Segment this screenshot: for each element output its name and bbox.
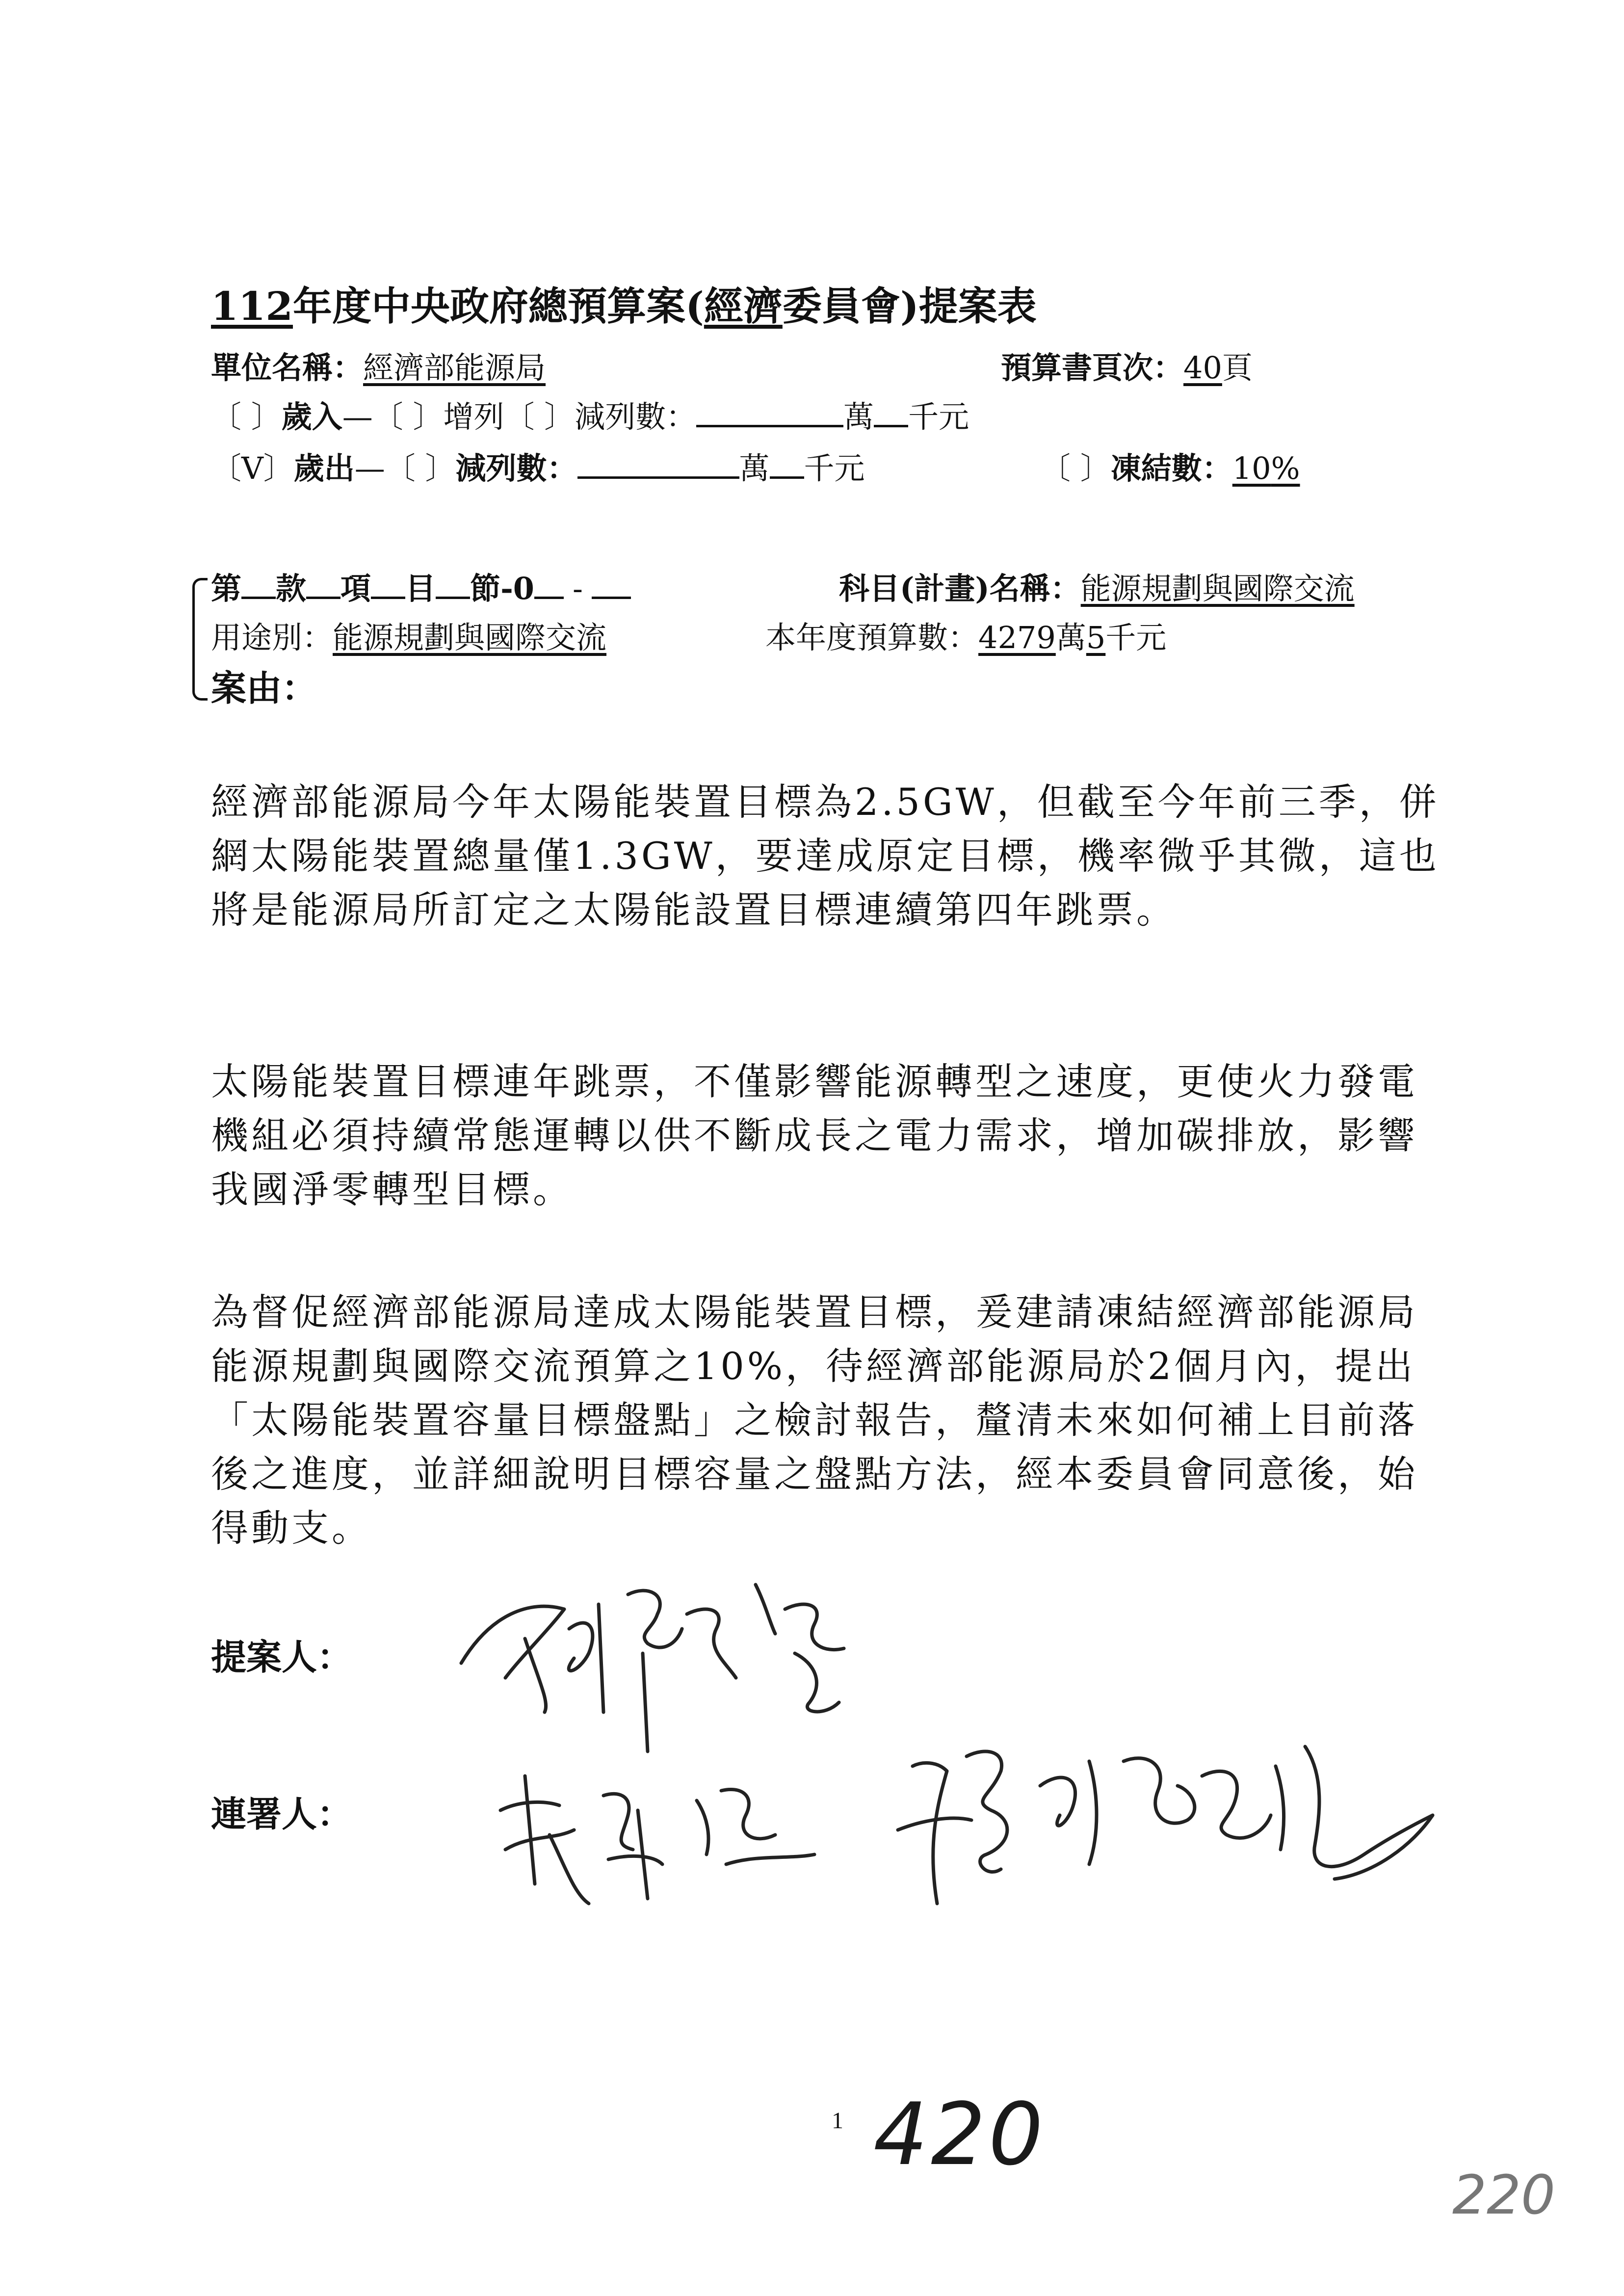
mu-blank <box>371 571 405 599</box>
revenue-rest: —〔 〕增列〔 〕減列數： <box>342 399 697 435</box>
corner-number: 220 <box>1452 2164 1555 2226</box>
xiang-label: 項 <box>341 571 371 606</box>
expense-row <box>211 444 865 488</box>
section-bracket <box>192 578 208 701</box>
expense-label: 歲出 <box>293 450 355 486</box>
title-mid: 年度中央政府總預算案( <box>293 283 704 329</box>
kuan-label: 第 <box>211 571 242 606</box>
title-committee: 經濟 <box>704 283 783 329</box>
title-year: 112 <box>211 283 293 329</box>
title-end: 委員會)提案表 <box>782 283 1037 329</box>
revenue-row <box>211 392 969 436</box>
freeze-unit: % <box>1271 450 1300 486</box>
unit-value: 經濟部能源局 <box>363 350 546 386</box>
page-label: 預算書頁次： <box>1001 350 1184 386</box>
budget-thousand: 5 <box>1086 620 1106 655</box>
proposer-signature <box>451 1555 893 1761</box>
freeze-label: 凍結數： <box>1110 450 1232 486</box>
subject-row <box>839 564 1355 608</box>
reason-label: 案由： <box>211 667 317 709</box>
mu-label: 目 <box>405 571 436 606</box>
page-title <box>211 275 1037 331</box>
paragraph-3: 為督促經濟部能源局達成太陽能裝置目標，爰建請凍結經濟部能源局能源規劃與國際交流預算之10%，待經濟部能源局於2個月內，提出「太陽能裝置容量目標盤點」之檢討報告，釐清未來如何補上目前落後之進度，並詳細說明目標容量之盤點方法，經本委員會同意後，始得動支。 <box>211 1290 1418 1550</box>
cosigner-signature-2 <box>893 1717 1482 1923</box>
freeze-value: 10 <box>1232 450 1271 486</box>
budget-page-row <box>1001 343 1253 387</box>
budget-label: 本年度預算數： <box>765 620 979 655</box>
kuan2-label: 款 <box>276 571 307 606</box>
kuan-blank <box>241 571 276 599</box>
revenue-checkbox: 〔 〕 <box>211 399 282 435</box>
budget-wan: 4279 <box>978 620 1056 655</box>
xiang-blank <box>306 571 341 599</box>
unit-row <box>211 343 546 387</box>
expense-wan: 萬 <box>739 450 770 486</box>
expense-dash: —〔 〕 <box>354 450 456 486</box>
cosigner-label: 連署人： <box>211 1793 353 1835</box>
section-dash: - <box>572 571 583 606</box>
page-value: 40 <box>1183 350 1222 386</box>
cosigner-signature-1 <box>491 1737 844 1923</box>
expense-thousand-blank <box>770 451 804 479</box>
usage-label: 用途別： <box>211 620 333 655</box>
page-number: 1 <box>832 2108 843 2134</box>
proposer-label: 提案人： <box>211 1636 353 1678</box>
jie-label: 節-0 <box>470 571 534 606</box>
unit-label: 單位名稱： <box>211 350 364 386</box>
usage-value: 能源規劃與國際交流 <box>333 620 607 655</box>
subject-value: 能源規劃與國際交流 <box>1080 571 1355 606</box>
usage-row <box>211 613 606 657</box>
paragraph-2: 太陽能裝置目標連年跳票，不僅影響能源轉型之速度，更使火力發電機組必須持續常態運轉以供不斷成長之電力需求，增加碳排放，影響我國淨零轉型目標。 <box>211 1060 1418 1211</box>
jie-num-blank <box>534 571 564 599</box>
paragraph-1: 經濟部能源局今年太陽能裝置目標為2.5GW，但截至今年前三季，併網太陽能裝置總量僅1.3GW，要達成原定目標，機率微乎其微，這也將是能源局所訂定之太陽能設置目標連續第四年跳票。 <box>211 780 1440 932</box>
freeze-checkbox: 〔 〕 <box>1040 450 1111 486</box>
budget-row <box>765 613 1166 657</box>
expense-checkbox: 〔V〕 <box>211 450 294 486</box>
section-row <box>211 564 631 608</box>
subject-label: 科目(計畫)名稱： <box>839 571 1081 606</box>
revenue-wan-blank <box>696 399 843 427</box>
revenue-wan: 萬 <box>843 399 874 435</box>
expense-reduce-label: 減列數： <box>455 450 577 486</box>
budget-wan-unit: 萬 <box>1055 620 1086 655</box>
freeze-row <box>1040 444 1300 488</box>
budget-thousand-unit: 千元 <box>1105 620 1167 655</box>
expense-thousand: 千元 <box>804 450 865 486</box>
revenue-thousand: 千元 <box>908 399 969 435</box>
revenue-label: 歲入 <box>281 399 342 435</box>
page-suffix: 頁 <box>1222 350 1253 386</box>
last-blank <box>592 571 631 599</box>
jie-blank <box>436 571 470 599</box>
revenue-thousand-blank <box>874 399 908 427</box>
stamp-number: 420 <box>873 2085 1047 2185</box>
expense-wan-blank <box>577 451 739 479</box>
